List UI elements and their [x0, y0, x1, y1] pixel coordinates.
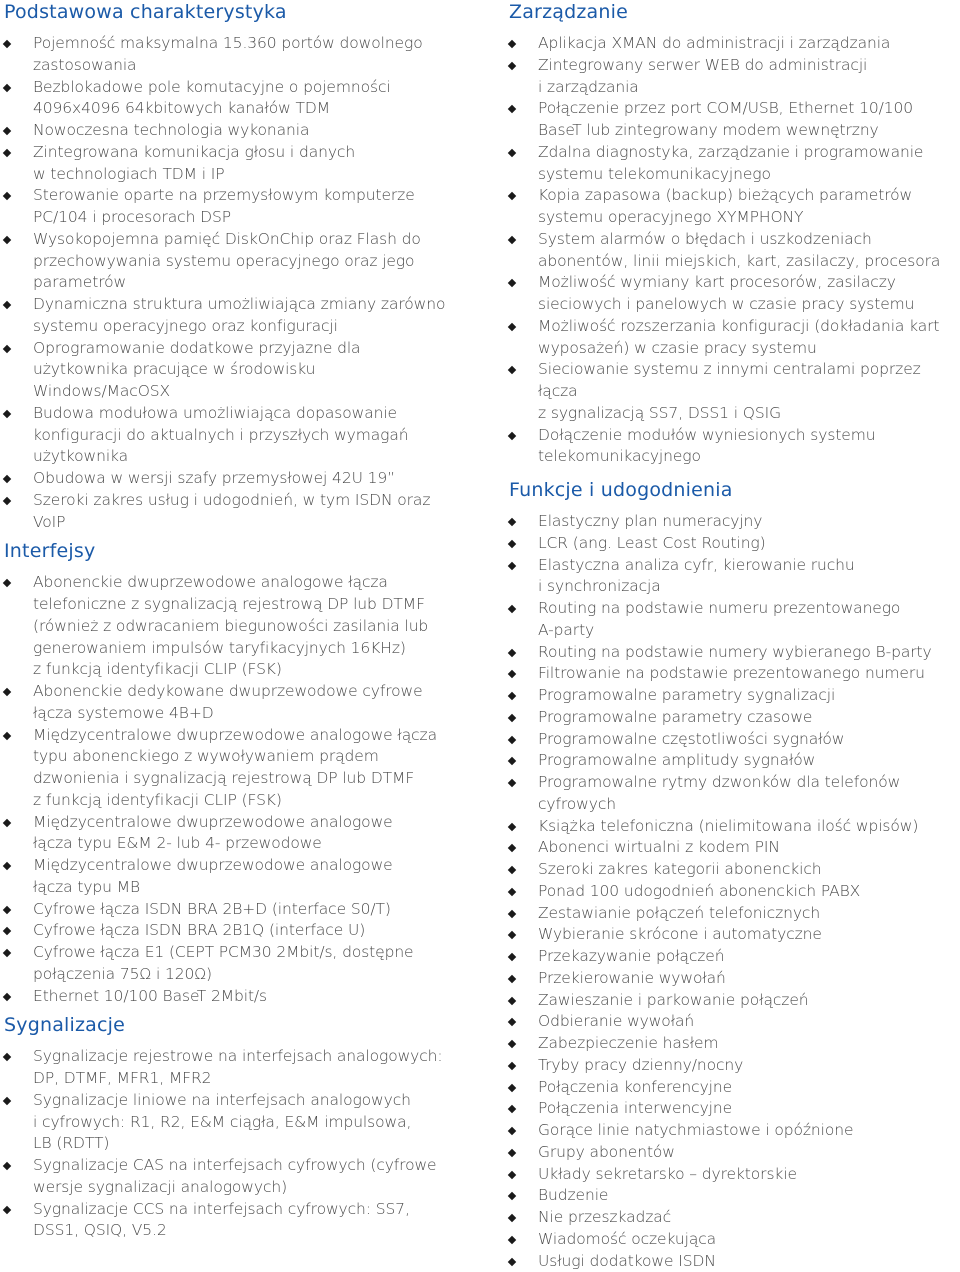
diamond-bullet-icon	[508, 1062, 516, 1070]
list-item-text: Szeroki zakres kategorii abonenckich	[538, 860, 821, 878]
diamond-bullet-icon	[508, 1149, 516, 1157]
diamond-bullet-icon	[508, 735, 516, 743]
diamond-bullet-icon	[508, 1170, 516, 1178]
list-item-text: Routing na podstawie numery wybieranego B-party	[538, 643, 932, 661]
list-item	[509, 425, 960, 469]
diamond-bullet-icon	[3, 927, 11, 935]
list-item	[509, 924, 960, 946]
diamond-bullet-icon	[3, 949, 11, 957]
list-item	[509, 1251, 960, 1272]
section-heading: Sygnalizacje	[4, 1013, 456, 1037]
list-item-text: Programowalne częstotliwości sygnałów	[538, 730, 844, 748]
diamond-bullet-icon	[3, 992, 11, 1000]
section-heading: Podstawowa charakterystyka	[4, 0, 456, 24]
list-item-text: Programowalne rytmy dzwonków dla telefonów cyfrowych	[538, 773, 900, 813]
list-item-text: Połączenia konferencyjne	[538, 1078, 732, 1096]
right-column	[509, 0, 960, 1272]
list-item-text: Abonenckie dedykowane dwuprzewodowe cyfrowe łącza systemowe 4B+D	[33, 682, 423, 722]
diamond-bullet-icon	[508, 40, 516, 48]
list-item	[4, 468, 456, 490]
list-item-text: Abonenckie dwuprzewodowe analogowe łącza telefoniczne z sygnalizacją rejestrową DP lub DTMF (również z odwracaniem biegunowości zasilania lub generowaniem impulsów taryfikacyjnych 16KHz) z funkcją identyfikacji CLIP (FSK)	[33, 573, 428, 678]
diamond-bullet-icon	[508, 518, 516, 526]
diamond-bullet-icon	[3, 497, 11, 505]
diamond-bullet-icon	[508, 648, 516, 656]
section-heading: Interfejsy	[4, 539, 456, 563]
list-item-text: Programowalne parametry czasowe	[538, 708, 812, 726]
list-item-text: Kopia zapasowa (backup) bieżących parametrów systemu operacyjnego XYMPHONY	[538, 186, 912, 226]
diamond-bullet-icon	[508, 605, 516, 613]
diamond-bullet-icon	[508, 931, 516, 939]
list-item-text: Dynamiczna struktura umożliwiająca zmiany zarówno systemu operacyjnego oraz konfiguracji	[33, 295, 445, 335]
list-item-text: Obudowa w wersji szafy przemysłowej 42U 19”	[33, 469, 395, 487]
list-item	[509, 1185, 960, 1207]
diamond-bullet-icon	[508, 822, 516, 830]
list-item	[509, 229, 960, 273]
list-item	[4, 403, 456, 468]
diamond-bullet-icon	[3, 862, 11, 870]
list-item	[509, 98, 960, 142]
diamond-bullet-icon	[508, 975, 516, 983]
list-item	[509, 1033, 960, 1055]
diamond-bullet-icon	[3, 344, 11, 352]
list-item	[509, 990, 960, 1012]
list-item-text: Bezblokadowe pole komutacyjne o pojemności 4096x4096 64kbitowych kanałów TDM	[33, 78, 391, 118]
diamond-bullet-icon	[508, 1083, 516, 1091]
list-item	[509, 1077, 960, 1099]
list-item-text: Połączenia interwencyjne	[538, 1099, 732, 1117]
diamond-bullet-icon	[508, 888, 516, 896]
list-item	[509, 1011, 960, 1033]
list-item	[509, 1098, 960, 1120]
list-item	[509, 142, 960, 186]
diamond-bullet-icon	[508, 844, 516, 852]
list-item	[509, 663, 960, 685]
list-item-text: Wysokopojemna pamięć DiskOnChip oraz Flash do przechowywania systemu operacyjnego oraz jego parametrów	[33, 230, 421, 292]
list-item	[509, 903, 960, 925]
list-item-text: Abonenci wirtualni z kodem PIN	[538, 838, 780, 856]
diamond-bullet-icon	[508, 996, 516, 1004]
list-item	[509, 946, 960, 968]
list-item-text: Przekazywanie połączeń	[538, 947, 724, 965]
list-item-text: Międzycentralowe dwuprzewodowe analogowe łącza typu MB	[33, 856, 393, 896]
list-item-text: Sygnalizacje liniowe na interfejsach analogowych i cyfrowych: R1, R2, E&M ciągła, E&M impulsowa, LB (RDTT)	[33, 1091, 411, 1153]
list-item	[509, 816, 960, 838]
list-item-text: Zawieszanie i parkowanie połączeń	[538, 991, 809, 1009]
diamond-bullet-icon	[508, 323, 516, 331]
list-item	[509, 55, 960, 99]
list-item-text: Budowa modułowa umożliwiająca dopasowanie konfiguracji do aktualnych i przyszłych wymagań użytkownika	[33, 404, 408, 466]
diamond-bullet-icon	[508, 953, 516, 961]
list-item-text: Tryby pracy dzienny/nocny	[538, 1056, 743, 1074]
list-item	[509, 859, 960, 881]
list-item-text: Sygnalizacje rejestrowe na interfejsach analogowych: DP, DTMF, MFR1, MFR2	[33, 1047, 443, 1087]
section-heading: Zarządzanie	[509, 0, 960, 24]
diamond-bullet-icon	[508, 366, 516, 374]
diamond-bullet-icon	[508, 62, 516, 70]
list-item	[509, 598, 960, 642]
diamond-bullet-icon	[508, 1018, 516, 1026]
diamond-bullet-icon	[3, 236, 11, 244]
diamond-bullet-icon	[508, 909, 516, 917]
diamond-bullet-icon	[3, 1097, 11, 1105]
diamond-bullet-icon	[3, 192, 11, 200]
list-item	[4, 942, 456, 986]
bullet-list	[4, 1046, 456, 1242]
list-item-text: Zabezpieczenie hasłem	[538, 1034, 718, 1052]
left-column	[4, 0, 456, 1242]
list-item-text: Grupy abonentów	[538, 1143, 675, 1161]
list-item-text: Filtrowanie na podstawie prezentowanego numeru	[538, 664, 925, 682]
list-item-text: System alarmów o błędach i uszkodzeniach abonentów, linii miejskich, kart, zasilaczy, procesora	[538, 230, 940, 270]
list-item	[509, 1229, 960, 1251]
list-item	[4, 338, 456, 403]
list-item-text: Połączenie przez port COM/USB, Ethernet 10/100 BaseT lub zintegrowany modem wewnętrzny	[538, 99, 913, 139]
list-item-text: Nowoczesna technologia wykonania	[33, 121, 309, 139]
list-item-text: Międzycentralowe dwuprzewodowe analogowe łącza typu abonenckiego z wywoływaniem prądem dzwonienia i sygnalizacją rejestrową DP lub DTMF z funkcją identyfikacji CLIP (FSK)	[33, 726, 437, 809]
list-item	[4, 1199, 456, 1243]
list-item	[4, 185, 456, 229]
list-item-text: Pojemność maksymalna 15.360 portów dowolnego zastosowania	[33, 34, 423, 74]
diamond-bullet-icon	[3, 1162, 11, 1170]
list-item-text: Programowalne amplitudy sygnałów	[538, 751, 815, 769]
diamond-bullet-icon	[508, 105, 516, 113]
bullet-list	[4, 33, 456, 533]
diamond-bullet-icon	[508, 279, 516, 287]
list-item	[509, 707, 960, 729]
diamond-bullet-icon	[508, 714, 516, 722]
list-item-text: Możliwość wymiany kart procesorów, zasilaczy sieciowych i panelowych w czasie pracy systemu	[538, 273, 914, 313]
diamond-bullet-icon	[508, 1040, 516, 1048]
diamond-bullet-icon	[508, 866, 516, 874]
diamond-bullet-icon	[508, 1214, 516, 1222]
diamond-bullet-icon	[3, 475, 11, 483]
list-item-text: Układy sekretarsko – dyrektorskie	[538, 1165, 797, 1183]
list-item-text: Ethernet 10/100 BaseT 2Mbit/s	[33, 987, 267, 1005]
list-item-text: Ponad 100 udogodnień abonenckich PABX	[538, 882, 860, 900]
list-item-text: Szeroki zakres usług i udogodnień, w tym ISDN oraz VoIP	[33, 491, 430, 531]
diamond-bullet-icon	[508, 192, 516, 200]
list-item	[509, 968, 960, 990]
list-item-text: Odbieranie wywołań	[538, 1012, 694, 1030]
diamond-bullet-icon	[508, 670, 516, 678]
list-item-text: Cyfrowe łącza ISDN BRA 2B+D (interface S0/T)	[33, 900, 391, 918]
list-item-text: Przekierowanie wywołań	[538, 969, 726, 987]
list-item	[509, 272, 960, 316]
diamond-bullet-icon	[508, 692, 516, 700]
list-item	[4, 855, 456, 899]
list-item-text: Nie przeszkadzać	[538, 1208, 671, 1226]
list-item-text: Oprogramowanie dodatkowe przyjazne dla użytkownika pracujące w środowisku Windows/MacOSX	[33, 339, 360, 401]
list-item	[4, 77, 456, 121]
list-item	[4, 294, 456, 338]
diamond-bullet-icon	[3, 1205, 11, 1213]
list-item-text: Międzycentralowe dwuprzewodowe analogowe łącza typu E&M 2- lub 4- przewodowe	[33, 813, 393, 853]
list-item-text: Zdalna diagnostyka, zarządzanie i programowanie systemu telekomunikacyjnego	[538, 143, 923, 183]
list-item-text: Cyfrowe łącza E1 (CEPT PCM30 2Mbit/s, dostępne połączenia 75Ω i 120Ω)	[33, 943, 414, 983]
bullet-list	[4, 572, 456, 1007]
diamond-bullet-icon	[3, 688, 11, 696]
list-item	[4, 681, 456, 725]
section-podstawowa-charakterystyka	[4, 0, 456, 533]
list-item	[4, 920, 456, 942]
list-item	[4, 1155, 456, 1199]
list-item	[509, 1142, 960, 1164]
bullet-list	[509, 33, 960, 468]
list-item	[4, 1090, 456, 1155]
list-item-text: Programowalne parametry sygnalizacji	[538, 686, 835, 704]
diamond-bullet-icon	[508, 236, 516, 244]
list-item-text: Sterowanie oparte na przemysłowym komputerze PC/104 i procesorach DSP	[33, 186, 415, 226]
list-item-text: Budzenie	[538, 1186, 608, 1204]
list-item-text: Sieciowanie systemu z innymi centralami poprzez łącza z sygnalizacją SS7, DSS1 i QSIG	[538, 360, 921, 422]
list-item-text: Usługi dodatkowe ISDN	[538, 1252, 716, 1270]
diamond-bullet-icon	[508, 540, 516, 548]
diamond-bullet-icon	[3, 301, 11, 309]
list-item-text: Zintegrowana komunikacja głosu i danych w technologiach TDM i IP	[33, 143, 355, 183]
diamond-bullet-icon	[3, 1053, 11, 1061]
list-item-text: Dołączenie modułów wyniesionych systemu telekomunikacyjnego	[538, 426, 875, 466]
list-item	[4, 1046, 456, 1090]
list-item-text: Możliwość rozszerzania konfiguracji (dokładania kart wyposażeń) w czasie pracy systemu	[538, 317, 939, 357]
list-item-text: Sygnalizacje CAS na interfejsach cyfrowych (cyfrowe wersje sygnalizacji analogowych)	[33, 1156, 437, 1196]
diamond-bullet-icon	[3, 127, 11, 135]
list-item	[509, 750, 960, 772]
list-item-text: Sygnalizacje CCS na interfejsach cyfrowych: SS7, DSS1, QSIQ, V5.2	[33, 1200, 410, 1240]
list-item-text: Gorące linie natychmiastowe i opóźnione	[538, 1121, 853, 1139]
list-item	[509, 511, 960, 533]
list-item	[509, 881, 960, 903]
list-item	[4, 812, 456, 856]
diamond-bullet-icon	[508, 757, 516, 765]
bullet-list	[509, 511, 960, 1272]
diamond-bullet-icon	[508, 1127, 516, 1135]
diamond-bullet-icon	[508, 149, 516, 157]
section-zarzadzanie	[509, 0, 960, 468]
diamond-bullet-icon	[508, 561, 516, 569]
diamond-bullet-icon	[3, 83, 11, 91]
list-item	[509, 359, 960, 424]
list-item	[509, 1055, 960, 1077]
list-item-text: Zestawianie połączeń telefonicznych	[538, 904, 820, 922]
list-item-text: Aplikacja XMAN do administracji i zarządzania	[538, 34, 890, 52]
diamond-bullet-icon	[3, 40, 11, 48]
list-item	[509, 555, 960, 599]
section-funkcje-i-udogodnienia	[509, 478, 960, 1272]
list-item-text: Wybieranie skrócone i automatyczne	[538, 925, 822, 943]
list-item	[4, 490, 456, 534]
diamond-bullet-icon	[508, 1236, 516, 1244]
list-item	[509, 1164, 960, 1186]
diamond-bullet-icon	[3, 731, 11, 739]
diamond-bullet-icon	[3, 149, 11, 157]
diamond-bullet-icon	[508, 1257, 516, 1265]
diamond-bullet-icon	[3, 410, 11, 418]
section-sygnalizacje	[4, 1013, 456, 1242]
diamond-bullet-icon	[3, 818, 11, 826]
list-item-text: Książka telefoniczna (nielimitowana ilość wpisów)	[538, 817, 918, 835]
list-item-text: Cyfrowe łącza ISDN BRA 2B1Q (interface U)	[33, 921, 365, 939]
list-item	[509, 1207, 960, 1229]
list-item	[4, 142, 456, 186]
list-item	[509, 33, 960, 55]
section-heading: Funkcje i udogodnienia	[509, 478, 960, 502]
list-item-text: Elastyczny plan numeracyjny	[538, 512, 762, 530]
list-item	[509, 185, 960, 229]
diamond-bullet-icon	[508, 1105, 516, 1113]
list-item	[509, 642, 960, 664]
list-item	[4, 33, 456, 77]
list-item	[4, 725, 456, 812]
diamond-bullet-icon	[508, 431, 516, 439]
list-item	[509, 729, 960, 751]
list-item	[509, 685, 960, 707]
list-item	[509, 316, 960, 360]
list-item	[4, 120, 456, 142]
list-item	[509, 1120, 960, 1142]
diamond-bullet-icon	[3, 579, 11, 587]
list-item-text: Zintegrowany serwer WEB do administracji i zarządzania	[538, 56, 867, 96]
diamond-bullet-icon	[508, 1192, 516, 1200]
section-interfejsy	[4, 539, 456, 1007]
list-item-text: LCR (ang. Least Cost Routing)	[538, 534, 766, 552]
list-item	[4, 986, 456, 1008]
list-item-text: Routing na podstawie numeru prezentowanego A-party	[538, 599, 900, 639]
diamond-bullet-icon	[3, 905, 11, 913]
list-item	[509, 533, 960, 555]
list-item	[509, 837, 960, 859]
list-item	[4, 572, 456, 681]
list-item	[509, 772, 960, 816]
list-item	[4, 229, 456, 294]
list-item-text: Elastyczna analiza cyfr, kierowanie ruchu i synchronizacja	[538, 556, 855, 596]
list-item	[4, 899, 456, 921]
list-item-text: Wiadomość oczekująca	[538, 1230, 716, 1248]
diamond-bullet-icon	[508, 779, 516, 787]
